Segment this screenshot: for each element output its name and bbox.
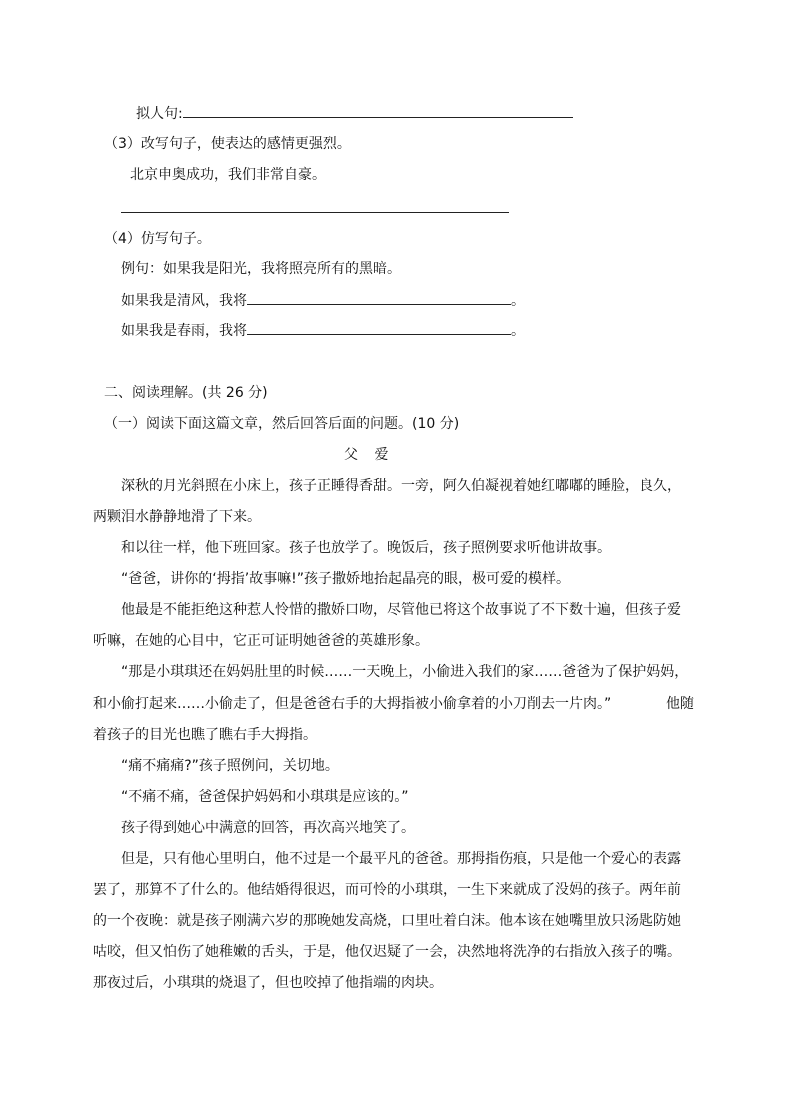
- story-line: 他随: [666, 696, 694, 712]
- q4-line-2-period: 。: [511, 323, 525, 339]
- story-line: 孩子得到她心中满意的回答，再次高兴地笑了。: [121, 820, 415, 836]
- answer-line-q3[interactable]: [121, 212, 509, 213]
- personification-label: 拟人句:: [136, 106, 183, 122]
- story-line: 咕咬，但又怕伤了她稚嫩的舌头，于是，他仅迟疑了一会，决然地将洗净的右指放入孩子的嘴。: [93, 944, 681, 960]
- story-line: 和以往一样，他下班回家。孩子也放学了。晚饭后，孩子照例要求听他讲故事。: [121, 540, 611, 556]
- q4-line-2: [121, 320, 525, 341]
- q4-line-1-prefix: 如果我是清风，我将: [121, 293, 247, 309]
- q4-line-1: [121, 290, 525, 311]
- q3-title: （3）改写句子，使表达的感情更强烈。: [104, 136, 351, 152]
- story-line: 罢了，那算不了什么的。他结婚得很迟，而可怜的小琪琪，一生下来就成了没妈的孩子。两年前: [93, 882, 681, 898]
- answer-blank-q4-2[interactable]: [247, 320, 511, 335]
- story-line: 两颗泪水静静地滑了下来。: [93, 509, 261, 525]
- q4-example: 例句：如果我是阳光，我将照亮所有的黑暗。: [121, 261, 401, 277]
- story-line: 着孩子的目光也瞧了瞧右手大拇指。: [93, 727, 317, 743]
- answer-blank-q4-1[interactable]: [247, 290, 511, 305]
- q4-line-1-period: 。: [511, 293, 525, 309]
- story-line: “爸爸，讲你的‘拇指’故事嘛!”孩子撒娇地抬起晶亮的眼，极可爱的模样。: [121, 571, 571, 587]
- story-line: 他最是不能拒绝这种惹人怜惜的撒娇口吻，尽管他已将这个故事说了不下数十遍，但孩子爱: [121, 602, 681, 618]
- story-line: 和小偷打起来……小偷走了，但是爸爸右手的大拇指被小偷拿着的小刀削去一片肉。”: [93, 696, 612, 712]
- story-line: “痛不痛痛?”孩子照例问，关切地。: [121, 758, 339, 774]
- q3-sentence: 北京申奥成功，我们非常自豪。: [130, 167, 326, 183]
- story-line: 深秋的月光斜照在小床上，孩子正睡得香甜。一旁，阿久伯凝视着她红嘟嘟的睡脸，良久，: [121, 478, 681, 494]
- story-line: 那夜过后，小琪琪的烧退了，但也咬掉了他指端的肉块。: [93, 975, 443, 991]
- story-line: 听嘛，在她的心目中，它正可证明她爸爸的英雄形象。: [93, 633, 429, 649]
- story-title: 父 爱: [344, 447, 395, 463]
- part1-instruction: （一）阅读下面这篇文章，然后回答后面的问题。(10 分): [104, 416, 460, 432]
- answer-blank-personification[interactable]: [183, 103, 573, 118]
- story-line: 的一个夜晚：就是孩子刚满六岁的那晚她发高烧，口里吐着白沫。他本该在她嘴里放只汤匙防她: [93, 913, 681, 929]
- q4-title: （4）仿写句子。: [104, 231, 211, 247]
- story-line: “不痛不痛，爸爸保护妈妈和小琪琪是应该的。”: [121, 789, 409, 805]
- q4-line-2-prefix: 如果我是春雨，我将: [121, 323, 247, 339]
- section-heading: 二、阅读理解。(共 26 分): [104, 385, 268, 401]
- personification-row: [136, 103, 573, 124]
- story-line: 但是，只有他心里明白，他不过是一个最平凡的爸爸。那拇指伤痕，只是他一个爱心的表露: [121, 851, 681, 867]
- story-line: “那是小琪琪还在妈妈肚里的时候……一天晚上，小偷进入我们的家……爸爸为了保护妈妈，: [121, 664, 689, 680]
